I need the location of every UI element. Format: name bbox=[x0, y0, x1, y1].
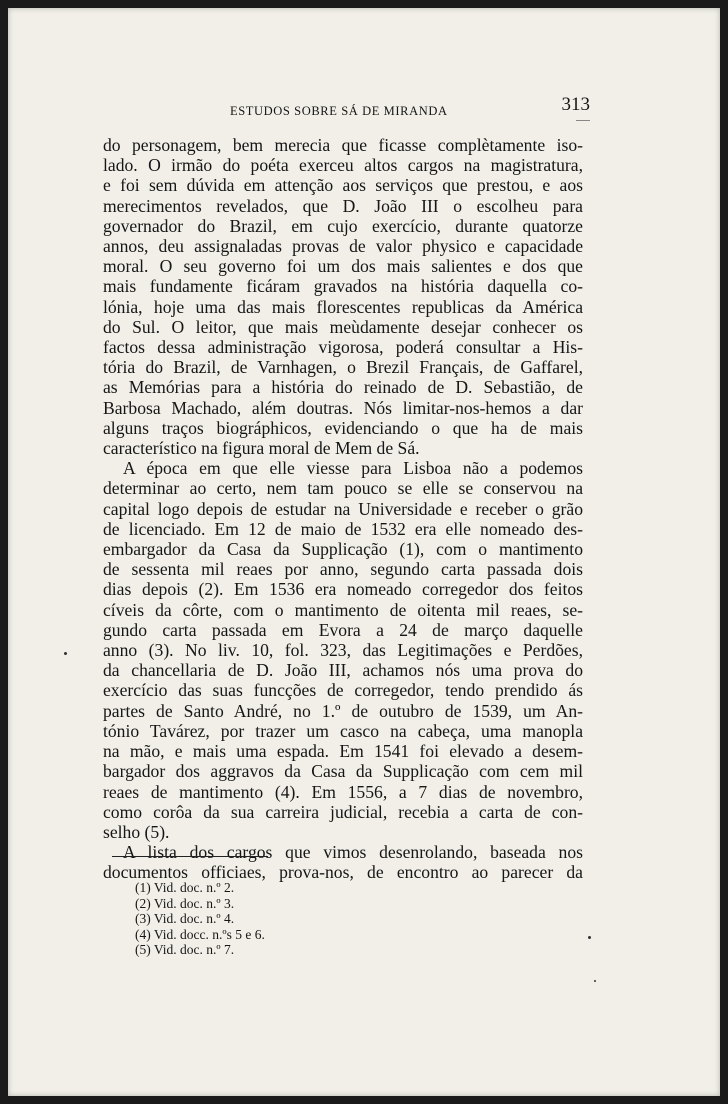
text-line: tória do Brazil, de Varnhagen, o Brezil Français, de Gaffarel, bbox=[103, 357, 583, 378]
footnote: (5) Vid. doc. n.º 7. bbox=[135, 942, 235, 958]
text-line: as Memórias para a história do reinado de D. Sebastião, de bbox=[103, 377, 583, 398]
text-line: factos dessa administração vigorosa, poderá consultar a His- bbox=[103, 337, 583, 358]
text-line: alguns traços biográphicos, evidenciando o que ha de mais bbox=[103, 417, 583, 438]
text-line: partes de Santo André, no 1.º de outubro de 1539, um An- bbox=[103, 700, 583, 721]
text-line: de licenciado. Em 12 de maio de 1532 era elle nomeado des- bbox=[103, 518, 583, 539]
running-title: ESTUDOS SOBRE SÁ DE MIRANDA bbox=[230, 104, 448, 118]
page-number: 313 bbox=[561, 94, 590, 115]
text-line: gundo carta passada em Evora a 24 de março daquelle bbox=[103, 619, 583, 640]
text-line: merecimentos revelados, que D. João III o escolheu para bbox=[103, 195, 583, 216]
ink-speck bbox=[64, 652, 67, 655]
text-line: dias depois (2). Em 1536 era nomeado corregedor dos feitos bbox=[103, 579, 583, 600]
footnote: (4) Vid. docc. n.ºs 5 e 6. bbox=[135, 926, 265, 942]
footnote-separator bbox=[112, 856, 268, 857]
ink-speck bbox=[588, 936, 591, 939]
text-line: governador do Brazil, em cujo exercício, durante quatorze bbox=[103, 215, 583, 236]
text-line: exercício das suas funcções de corregedor, tendo prendido ás bbox=[103, 680, 583, 701]
text-line: selho (5). bbox=[103, 821, 170, 842]
footnote: (1) Vid. doc. n.º 2. bbox=[135, 880, 235, 895]
text-line: anno (3). No liv. 10, fol. 323, das Legitimações e Perdões, bbox=[103, 640, 583, 661]
text-line: da chancellaria de D. João III, achamos nós uma prova do bbox=[103, 660, 583, 681]
text-line: annos, deu assignaladas provas de valor physico e capacidade bbox=[103, 236, 583, 257]
text-line: característico na figura moral de Mem de Sá. bbox=[103, 438, 420, 459]
text-line: A época em que elle viesse para Lisboa não a podemos bbox=[123, 458, 583, 479]
text-line: reaes de mantimento (4). Em 1556, a 7 dias de novembro, bbox=[103, 781, 583, 802]
text-line: mais fundamente ficáram gravados na história daquella co- bbox=[103, 276, 583, 297]
text-line: do Sul. O leitor, que mais meùdamente desejar conhecer os bbox=[103, 316, 583, 337]
text-line: capital logo depois de estudar na Universidade e receber o grão bbox=[103, 498, 583, 519]
text-line: lado. O irmão do poéta exerceu altos cargos na magistratura, bbox=[103, 155, 583, 176]
footnote: (3) Vid. doc. n.º 4. bbox=[135, 911, 235, 927]
text-line: como corôa da sua carreira judicial, recebia a carta de con- bbox=[103, 801, 583, 822]
text-line: documentos officiaes, prova-nos, de encontro ao parecer da bbox=[103, 862, 583, 883]
text-line: Barbosa Machado, além doutras. Nós limitar-nos-hemos a dar bbox=[103, 397, 583, 418]
text-line: tónio Tavárez, por trazer um casco na cabeça, uma manopla bbox=[103, 720, 583, 741]
text-line: bargador dos aggravos da Casa da Supplicação com cem mil bbox=[103, 761, 583, 782]
footnotes bbox=[135, 880, 265, 958]
text-line: cíveis da côrte, com o mantimento de oitenta mil reaes, se- bbox=[103, 599, 583, 620]
book-page bbox=[8, 8, 720, 1096]
page-header bbox=[230, 94, 590, 122]
text-line: de sessenta mil reaes por anno, segundo carta passada dois bbox=[103, 559, 583, 580]
text-line: do personagem, bem merecia que ficasse complètamente iso- bbox=[103, 135, 583, 155]
footnote: (2) Vid. doc. n.º 3. bbox=[135, 895, 235, 911]
text-line: A lista dos cargos que vimos desenrolando, baseada nos bbox=[123, 842, 583, 863]
text-line: lónia, hoje uma das mais florescentes republicas da América bbox=[103, 296, 583, 317]
text-line: na mão, e mais uma espada. Em 1541 foi elevado a desem- bbox=[103, 741, 583, 762]
ink-speck bbox=[594, 980, 596, 982]
text-line: e foi sem dúvida em attenção aos serviços que prestou, e aos bbox=[103, 175, 583, 196]
text-line: embargador da Casa da Supplicação (1), com o mantimento bbox=[103, 539, 583, 560]
text-line: determinar ao certo, nem tam pouco se elle se conservou na bbox=[103, 478, 583, 499]
text-line: moral. O seu governo foi um dos mais salientes e dos que bbox=[103, 256, 583, 277]
body-text bbox=[103, 135, 583, 883]
